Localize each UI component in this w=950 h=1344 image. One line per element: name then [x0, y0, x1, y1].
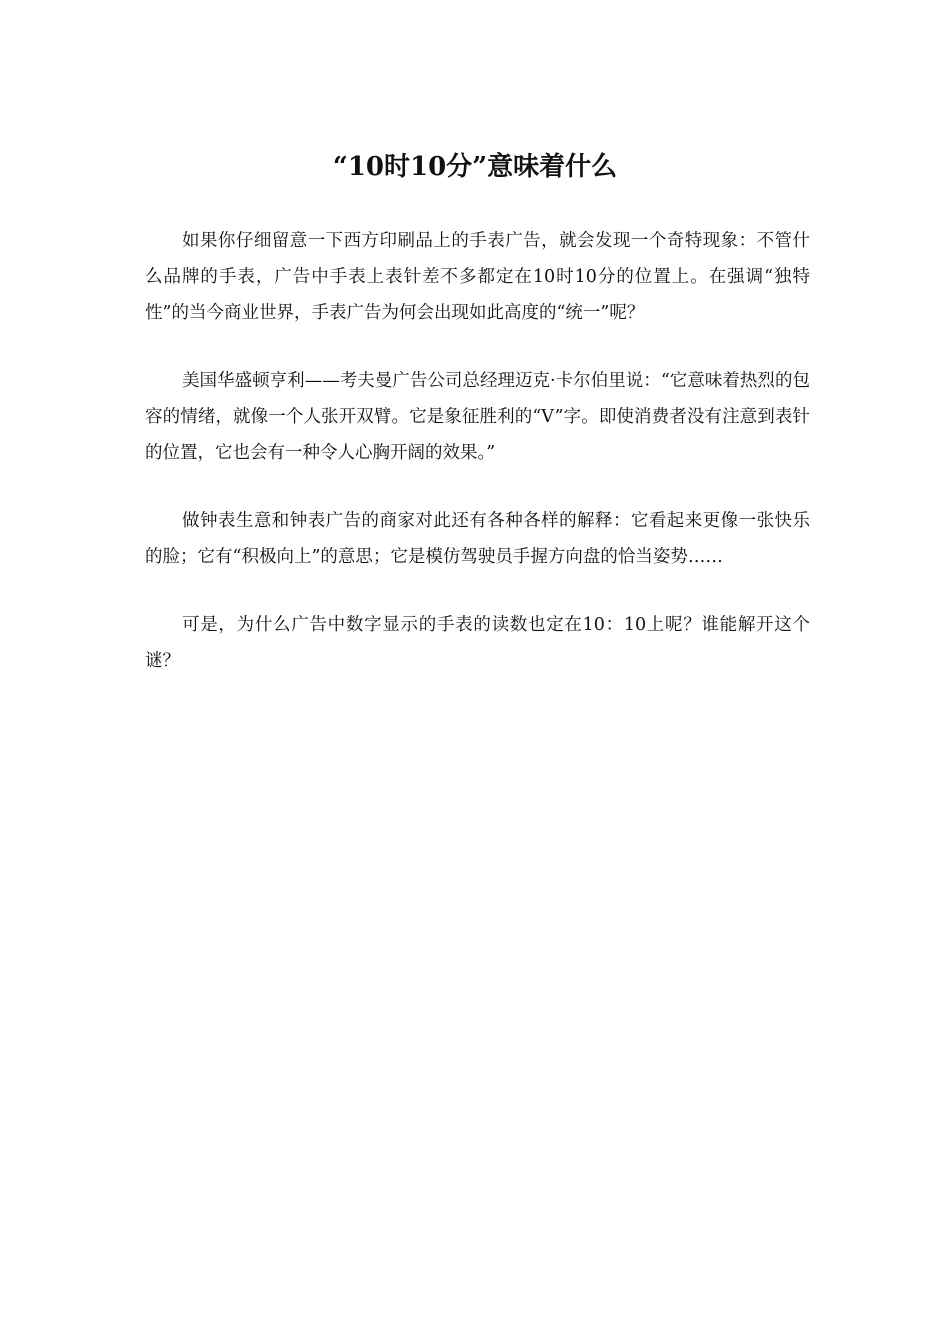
document-title: “10时10分”意味着什么 [332, 152, 618, 183]
paragraph-2: 美国华盛顿亨利——考夫曼广告公司总经理迈克·卡尔伯里说：“它意味着热烈的包容的情绪，就像一个人张开双臂。它是象征胜利的“V”字。即使消费者没有注意到表针的位置，它也会有一种令人心胸开阔的效果。” [145, 371, 810, 463]
paragraph-3: 做钟表生意和钟表广告的商家对此还有各种各样的解释：它看起来更像一张快乐的脸；它有“积极向上”的意思；它是模仿驾驶员手握方向盘的恰当姿势…… [145, 511, 810, 567]
paragraph-4: 可是，为什么广告中数字显示的手表的读数也定在10：10上呢？谁能解开这个谜？ [145, 615, 810, 671]
paragraph-1: 如果你仔细留意一下西方印刷品上的手表广告，就会发现一个奇特现象：不管什么品牌的手表，广告中手表上表针差不多都定在10时10分的位置上。在强调“独特性”的当今商业世界，手表广告为何会出现如此高度的“统一”呢？ [145, 231, 810, 323]
document-body [145, 223, 810, 711]
